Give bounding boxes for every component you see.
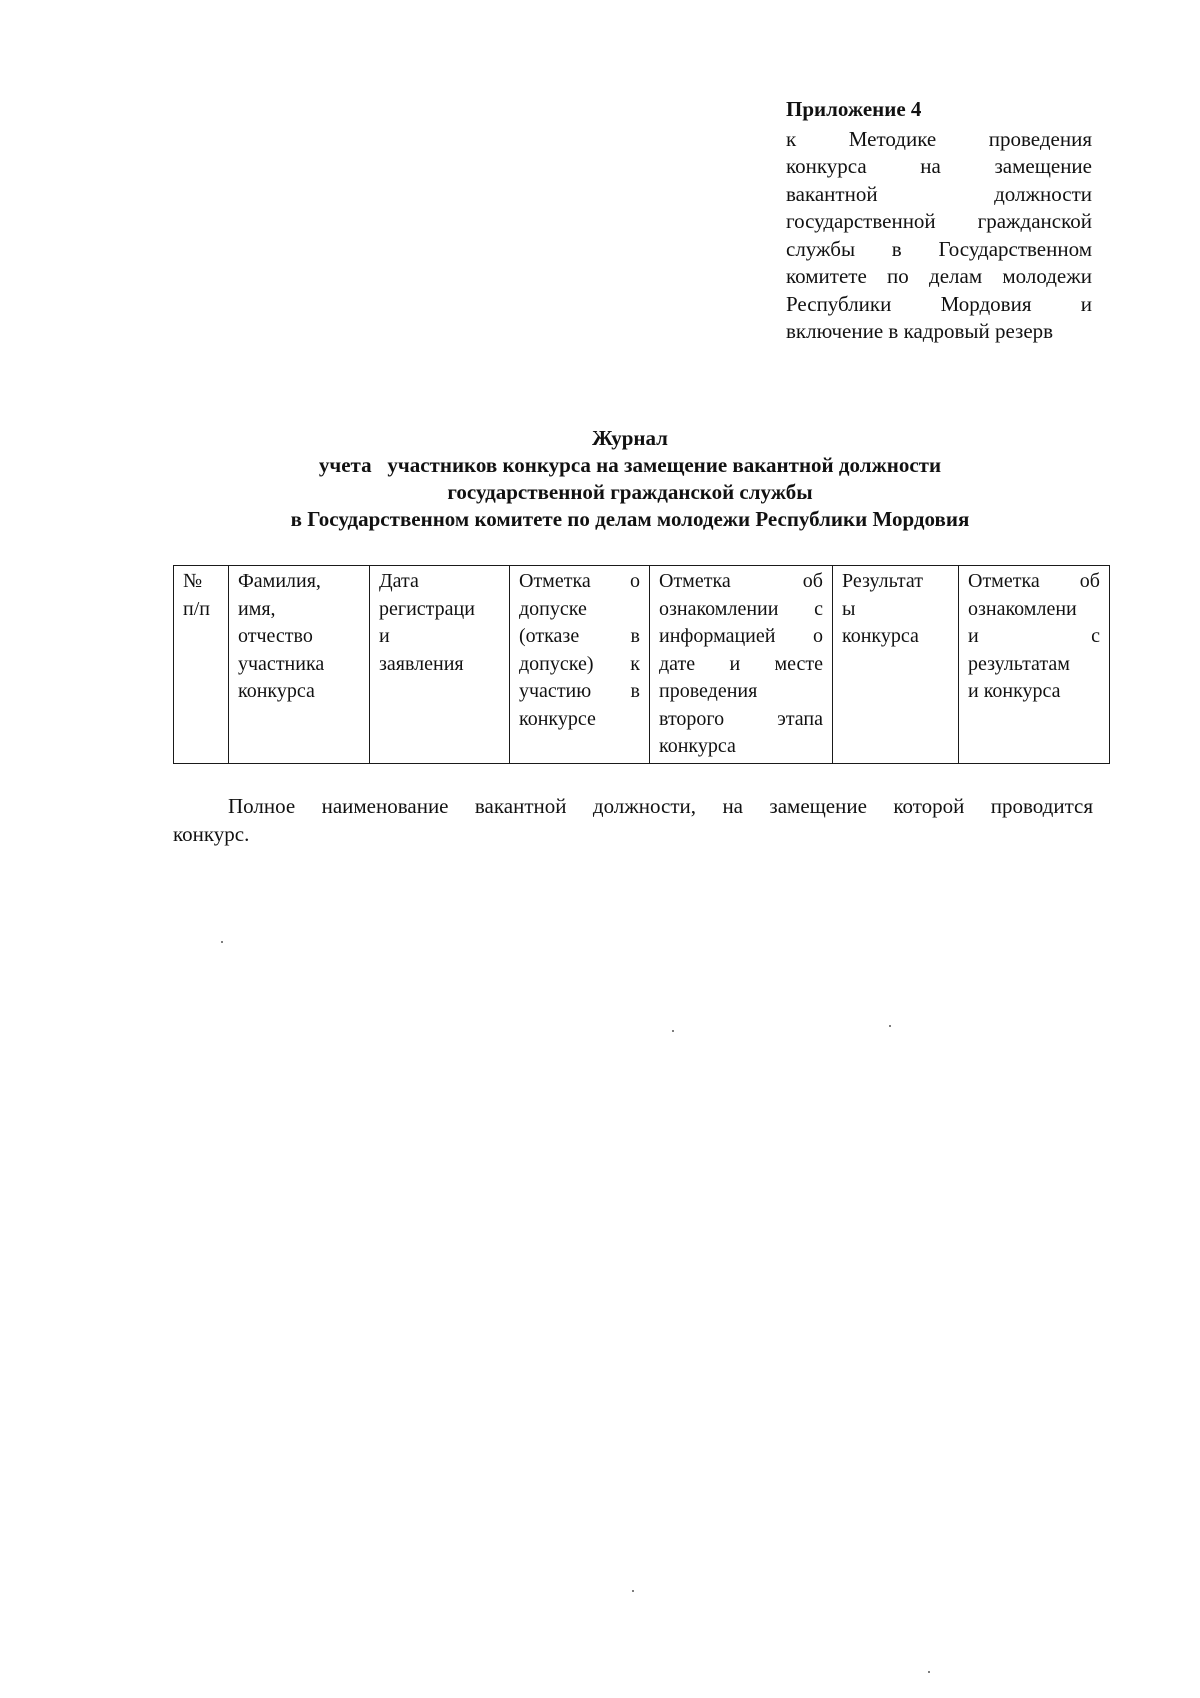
journal-subtitle-line: учета участников конкурса на замещение вакантной должности <box>318 453 942 477</box>
position-name-paragraph <box>173 792 1093 848</box>
column-header-results-ack-mark: Отметка об ознакомлени и с результатам и конкурса <box>959 566 1110 764</box>
appendix-line: комитете по делам молодежи <box>786 264 1092 288</box>
journal-title: Журнал <box>592 426 668 450</box>
paragraph-line: конкурс. <box>173 822 250 846</box>
appendix-line: службы в Государственном <box>786 236 1092 261</box>
journal-table <box>173 565 1110 764</box>
column-header-number: № п/п <box>174 566 229 764</box>
column-header-participant-name: Фамилия, имя, отчество участника конкурса <box>229 566 370 764</box>
journal-subtitle-line: государственной гражданской службы <box>447 480 813 504</box>
appendix-line: конкурса на замещение <box>786 154 1092 178</box>
scan-speck <box>221 941 223 943</box>
table-header-row <box>174 566 1110 764</box>
appendix-line: к Методике проведения <box>786 126 1092 151</box>
paragraph-line: Полное наименование вакантной должности, на замещение которой проводится <box>228 794 1093 818</box>
column-header-results: Результат ы конкурса <box>833 566 959 764</box>
appendix-line: вакантной должности <box>786 181 1092 206</box>
scan-speck <box>889 1025 891 1027</box>
column-header-registration-date: Дата регистраци и заявления <box>370 566 510 764</box>
appendix-line: Республики Мордовия и <box>786 291 1092 316</box>
appendix-line: включение в кадровый резерв <box>786 319 1054 343</box>
scan-speck <box>672 1030 674 1032</box>
appendix-title: Приложение 4 <box>786 97 922 121</box>
journal-subtitle-line: в Государственном комитете по делам молодежи Республики Мордовия <box>290 507 970 531</box>
scan-speck <box>632 1590 634 1592</box>
column-header-second-stage-info-mark: Отметка об ознакомлении с информацией о дате и месте проведения второго этапа конкурса <box>650 566 833 764</box>
appendix-line: государственной гражданской <box>786 209 1092 233</box>
journal-heading <box>150 425 1110 533</box>
column-header-admission-mark: Отметка о допуске (отказе в допуске) к участию в конкурсе <box>510 566 650 764</box>
scan-speck <box>928 1671 930 1673</box>
appendix-block <box>786 96 1092 346</box>
